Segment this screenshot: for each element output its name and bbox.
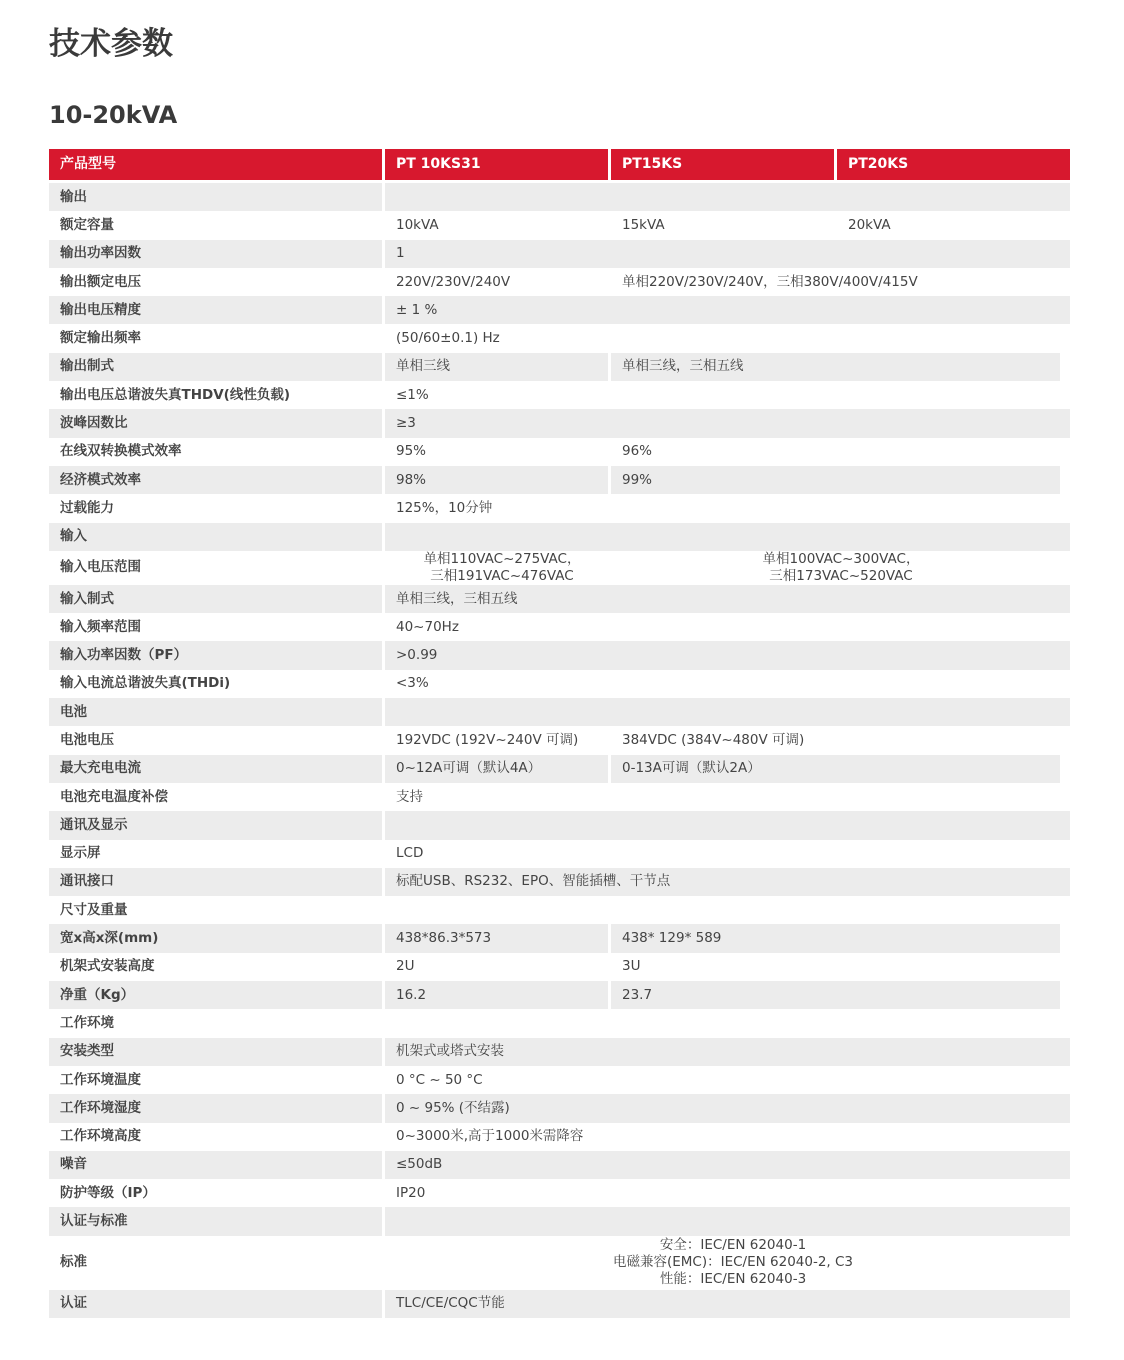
section-row — [49, 811, 1070, 839]
section-row — [49, 1207, 1070, 1235]
table-row — [49, 1123, 1070, 1151]
row-label: 电池电压 — [49, 726, 382, 754]
table-row — [49, 726, 1070, 754]
row-label: 输入频率范围 — [49, 613, 382, 641]
row-label: 宽x高x深(mm) — [49, 924, 382, 952]
value-cell: 1 — [385, 240, 1070, 268]
header-product-model: 产品型号 — [49, 149, 382, 180]
value-cell — [385, 1236, 1070, 1290]
value-cell: 支持 — [385, 783, 1070, 811]
table-row — [49, 868, 1070, 896]
table-row — [49, 783, 1070, 811]
value-cell: 0~3000米,高于1000米需降容 — [385, 1123, 1070, 1151]
value-cell: 192VDC (192V~240V 可调) — [385, 726, 608, 754]
table-row — [49, 381, 1070, 409]
row-label: 输出额定电压 — [49, 268, 382, 296]
value-line: 电磁兼容(EMC)：IEC/EN 62040-2, C3 — [612, 1254, 854, 1271]
value-line: 三相173VAC~520VAC — [769, 567, 913, 584]
row-label: 经济模式效率 — [49, 466, 382, 494]
value-cell: 0 ~ 95% (不结露) — [385, 1094, 1070, 1122]
value-cell: 40~70Hz — [385, 613, 1070, 641]
table-row — [49, 438, 1070, 466]
row-label: 工作环境温度 — [49, 1066, 382, 1094]
table-row — [49, 670, 1070, 698]
row-label: 输出功率因数 — [49, 240, 382, 268]
row-label: 工作环境湿度 — [49, 1094, 382, 1122]
section-label: 认证与标准 — [49, 1207, 382, 1235]
value-cell: 125%，10分钟 — [385, 494, 1070, 522]
page-subtitle: 10-20kVA — [49, 101, 178, 129]
value-cell: 438* 129* 589 — [611, 924, 1060, 952]
table-row — [49, 1236, 1070, 1290]
section-spacer — [385, 183, 1070, 211]
table-row — [49, 324, 1070, 352]
value-line: 单相110VAC~275VAC， — [423, 550, 581, 567]
table-row — [49, 641, 1070, 669]
table-row — [49, 1151, 1070, 1179]
table-row — [49, 494, 1070, 522]
row-label: 安装类型 — [49, 1038, 382, 1066]
row-label: 输出制式 — [49, 353, 382, 381]
section-row — [49, 183, 1070, 211]
value-cell: 单相三线，三相五线 — [385, 585, 1070, 613]
value-cell: 20kVA — [837, 211, 1070, 239]
table-row — [49, 840, 1070, 868]
section-spacer — [385, 698, 1070, 726]
table-row — [49, 1038, 1070, 1066]
table-row — [49, 1066, 1070, 1094]
value-cell: IP20 — [385, 1179, 1070, 1207]
table-row — [49, 268, 1070, 296]
value-cell: 98% — [385, 466, 608, 494]
value-cell — [611, 551, 1060, 585]
value-cell: 16.2 — [385, 981, 608, 1009]
table-row — [49, 613, 1070, 641]
row-label: 输出电压精度 — [49, 296, 382, 324]
row-label: 认证 — [49, 1290, 382, 1318]
row-label: 额定容量 — [49, 211, 382, 239]
value-cell: 2U — [385, 953, 608, 981]
row-label: 输入电流总谐波失真(THDi) — [49, 670, 382, 698]
value-cell: 15kVA — [611, 211, 834, 239]
value-cell: 0-13A可调（默认2A） — [611, 755, 1060, 783]
value-cell: ± 1 % — [385, 296, 1070, 324]
table-row — [49, 466, 1070, 494]
row-label: 机架式安装高度 — [49, 953, 382, 981]
value-line: 性能：IEC/EN 62040-3 — [659, 1271, 807, 1288]
section-spacer — [385, 896, 1070, 924]
header-model-pt20ks: PT20KS — [837, 149, 1070, 180]
value-cell: 0~12A可调（默认4A） — [385, 755, 608, 783]
row-label: 通讯接口 — [49, 868, 382, 896]
section-row — [49, 698, 1070, 726]
table-row — [49, 240, 1070, 268]
value-cell: LCD — [385, 840, 1070, 868]
value-cell: 438*86.3*573 — [385, 924, 608, 952]
section-label: 输入 — [49, 523, 382, 551]
table-header-row — [49, 149, 1070, 180]
value-cell: 96% — [611, 438, 1060, 466]
value-cell: 3U — [611, 953, 1060, 981]
row-label: 过载能力 — [49, 494, 382, 522]
row-label: 波峰因数比 — [49, 409, 382, 437]
row-label: 输入功率因数（PF） — [49, 641, 382, 669]
table-row — [49, 953, 1070, 981]
value-cell: 220V/230V/240V — [385, 268, 608, 296]
value-cell: 23.7 — [611, 981, 1060, 1009]
page-title: 技术参数 — [49, 26, 173, 62]
value-cell: (50/60±0.1) Hz — [385, 324, 1070, 352]
table-row — [49, 409, 1070, 437]
section-row — [49, 523, 1070, 551]
row-label: 额定输出频率 — [49, 324, 382, 352]
value-cell: ≤50dB — [385, 1151, 1070, 1179]
value-cell: 单相220V/230V/240V，三相380V/400V/415V — [611, 268, 1060, 296]
section-label: 尺寸及重量 — [49, 896, 382, 924]
section-spacer — [385, 1207, 1070, 1235]
row-label: 最大充电电流 — [49, 755, 382, 783]
table-row — [49, 1179, 1070, 1207]
value-cell: 95% — [385, 438, 608, 466]
row-label: 防护等级（IP） — [49, 1179, 382, 1207]
header-model-pt15ks: PT15KS — [611, 149, 834, 180]
value-line: 安全：IEC/EN 62040-1 — [659, 1237, 807, 1254]
section-spacer — [385, 523, 1070, 551]
table-row — [49, 211, 1070, 239]
header-model-pt10ks31: PT 10KS31 — [385, 149, 608, 180]
row-label: 电池充电温度补偿 — [49, 783, 382, 811]
table-row — [49, 585, 1070, 613]
row-label: 标准 — [49, 1236, 382, 1290]
value-cell: 标配USB、RS232、EPO、智能插槽、干节点 — [385, 868, 1070, 896]
row-label: 输入制式 — [49, 585, 382, 613]
value-line: 单相100VAC~300VAC， — [762, 550, 920, 567]
value-cell: 10kVA — [385, 211, 608, 239]
table-row — [49, 1290, 1070, 1318]
table-row — [49, 1094, 1070, 1122]
value-cell: 机架式或塔式安装 — [385, 1038, 1070, 1066]
section-spacer — [385, 1009, 1070, 1037]
value-cell: ≤1% — [385, 381, 1070, 409]
section-label: 通讯及显示 — [49, 811, 382, 839]
section-row — [49, 1009, 1070, 1037]
value-cell: 99% — [611, 466, 1060, 494]
table-row — [49, 353, 1070, 381]
section-row — [49, 896, 1070, 924]
section-label: 工作环境 — [49, 1009, 382, 1037]
row-label: 净重（Kg） — [49, 981, 382, 1009]
row-label: 在线双转换模式效率 — [49, 438, 382, 466]
section-label: 输出 — [49, 183, 382, 211]
value-cell: ≥3 — [385, 409, 1070, 437]
value-cell: 384VDC (384V~480V 可调) — [611, 726, 1060, 754]
section-spacer — [385, 811, 1070, 839]
value-cell: 0 °C ~ 50 °C — [385, 1066, 1070, 1094]
value-cell — [385, 551, 608, 585]
row-label: 输出电压总谐波失真THDV(线性负载) — [49, 381, 382, 409]
row-label: 输入电压范围 — [49, 551, 382, 585]
spec-table — [49, 149, 1070, 1318]
value-line: 三相191VAC~476VAC — [430, 567, 574, 584]
section-label: 电池 — [49, 698, 382, 726]
row-label: 工作环境高度 — [49, 1123, 382, 1151]
table-row — [49, 551, 1070, 585]
table-row — [49, 924, 1070, 952]
value-cell: <3% — [385, 670, 1070, 698]
row-label: 显示屏 — [49, 840, 382, 868]
value-cell: TLC/CE/CQC节能 — [385, 1290, 1070, 1318]
value-cell: 单相三线 — [385, 353, 608, 381]
value-cell: >0.99 — [385, 641, 1070, 669]
table-row — [49, 755, 1070, 783]
table-row — [49, 296, 1070, 324]
row-label: 噪音 — [49, 1151, 382, 1179]
value-cell: 单相三线，三相五线 — [611, 353, 1060, 381]
table-row — [49, 981, 1070, 1009]
